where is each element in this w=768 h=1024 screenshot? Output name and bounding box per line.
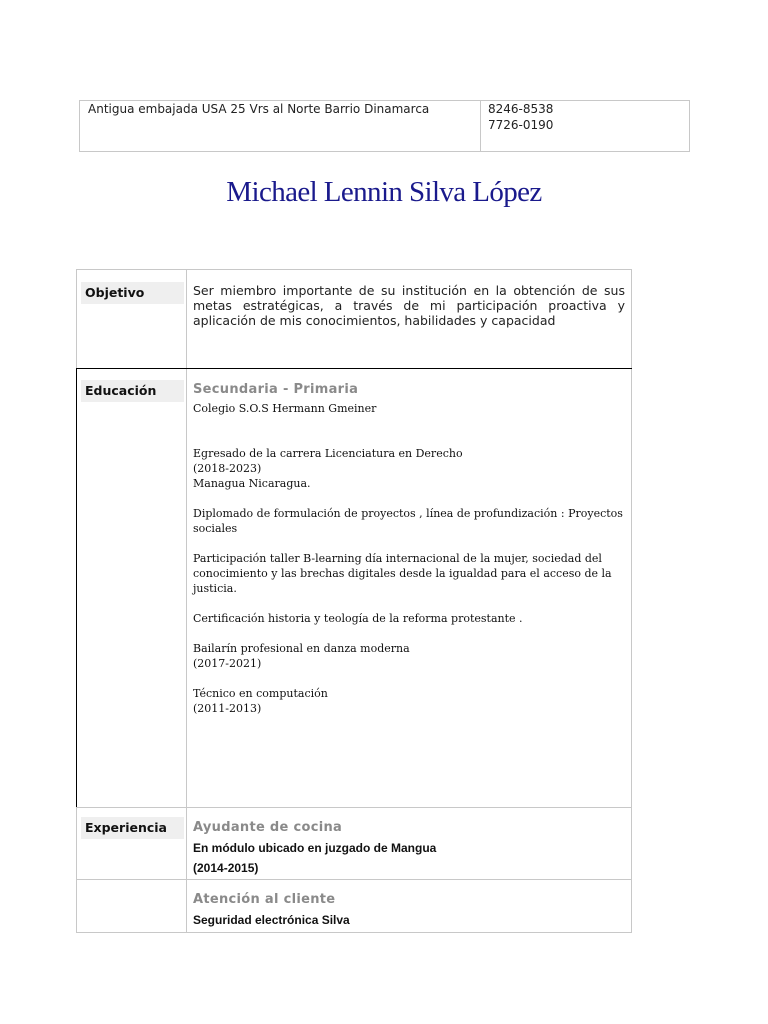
phone-number: 7726-0190	[488, 118, 554, 132]
objective-row	[76, 269, 632, 369]
cv-table	[76, 269, 632, 933]
education-entry: Técnico en computación (2011-2013)	[193, 687, 328, 715]
job-dates: (2014-2015)	[193, 861, 259, 875]
job-place: En módulo ubicado en juzgado de Mangua	[193, 841, 437, 855]
objective-label: Objetivo	[81, 282, 184, 304]
education-content	[193, 381, 623, 716]
experience-label: Experiencia	[81, 817, 184, 839]
phones-cell	[481, 101, 560, 151]
objective-text: Ser miembro importante de su institución en la obtención de sus metas estratégicas, a través de mi participación proactiva y aplicación de mis conocimientos, habilidades y capacidad	[193, 283, 625, 328]
phone-number: 8246-8538	[488, 102, 554, 116]
education-entry: Egresado de la carrera Licenciatura en Derecho (2018-2023) Managua Nicaragua.	[193, 447, 463, 490]
education-row	[76, 368, 632, 808]
experience-row	[76, 879, 632, 933]
address-cell: Antigua embajada USA 25 Vrs al Norte Barrio Dinamarca	[80, 101, 481, 151]
job-title: Atención al cliente	[193, 892, 336, 907]
education-subhead: Secundaria - Primaria	[193, 382, 359, 397]
job-entry	[193, 818, 623, 878]
education-entry: Bailarín profesional en danza moderna (2017-2021)	[193, 642, 410, 670]
job-title: Ayudante de cocina	[193, 820, 343, 835]
school-name: Colegio S.O.S Hermann Gmeiner	[193, 402, 377, 415]
job-entry	[193, 890, 623, 930]
education-entry: Certificación historia y teología de la reforma protestante .	[193, 612, 523, 625]
job-place: Seguridad electrónica Silva	[193, 913, 350, 927]
education-entry: Participación taller B-learning día internacional de la mujer, sociedad del conocimiento y las brechas digitales desde la igualdad para el acceso de la justicia.	[193, 552, 612, 595]
education-label: Educación	[81, 380, 184, 402]
contact-table	[79, 100, 690, 152]
experience-row	[76, 807, 632, 880]
candidate-name: Michael Lennin Silva López	[226, 176, 542, 208]
education-entry: Diplomado de formulación de proyectos , línea de profundización : Proyectos sociales	[193, 507, 623, 535]
